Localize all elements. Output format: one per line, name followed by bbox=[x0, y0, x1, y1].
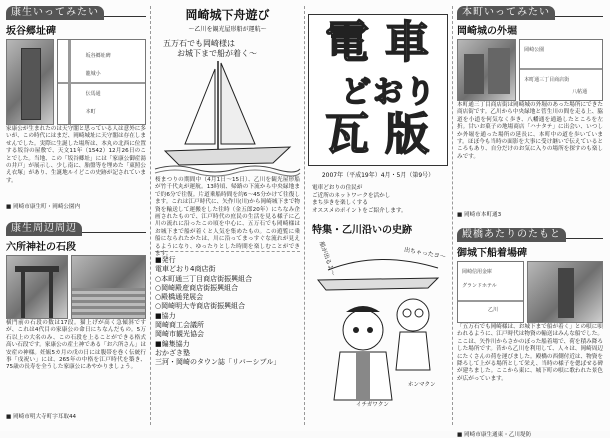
dock-monument-photo bbox=[527, 261, 603, 323]
section-body: 本町通三丁目商店街は岡崎城の外堀のあった場所にできた商店街です。乙川から中央緑地と菅生川の間を走る上、脇道を小道を何気なく歩き、八幡通を通過したところを左折。甘いお菓子の地場商店「ハナタテ」に出会い、いつしか外堀を通った場所の延長に、本町中の道を歩いています。ほぼ今も当時の面影を大事に受け継いで伝えているところもあり、自分だけのお気に入りの場所を探すのも楽しみです。 bbox=[457, 102, 603, 160]
section-tab: 康生周辺周辺 bbox=[6, 222, 82, 236]
shrine-photo bbox=[6, 255, 68, 319]
sailboat-drawing bbox=[155, 59, 300, 177]
section-title: 岡崎城の外堀 bbox=[457, 26, 517, 37]
section-header bbox=[457, 6, 603, 20]
section-body: 家康公が生まれたのは天守閣と思っている人は意外に多いが、この時代にはまだ、岡崎城址に天守閣は存在しませんでした。実際に生誕した場所は、本丸の北西に位置する坂谷の屋敷で、天文11年（1542）12月26日のことでした。当地、この「坂谷郷址」には「家康公御産湯の井戸」が展示し、少し南に、胎盤等を埋めた「東照公え衣塚」があり、生誕地ルイどこの史跡が記されています。 bbox=[6, 126, 146, 184]
section-title: 坂谷郷址碑 bbox=[6, 26, 56, 37]
dock-map: 岡崎信用金庫 グランドホテル 乙川 bbox=[457, 261, 524, 323]
section-title: 六所神社の石段 bbox=[6, 242, 76, 253]
publisher-list: ■発行 電車どおり4商店街 ○本町通三丁目商店街振興組合 ○岡崎殿産商店街振興組合 ○殿橋通発展会 ○岡崎明大寺商店街振興組合 ■協力 岡崎商工会議所 岡崎市観光協会 ■編集協力 おかざき塾 三河・岡崎のタウン誌「リバーシブル」 bbox=[155, 256, 281, 367]
issue-info: 2007年（平成19年）4月・5月（第9号） bbox=[321, 172, 435, 179]
intro-text: 電車どおりの住民が ご近所のネットワークを活かし まち歩きを楽しくする オススメのポイントをご紹介します。 bbox=[312, 185, 407, 214]
section-header bbox=[457, 228, 603, 242]
feature-title: 特集・乙川沿いの史跡 bbox=[312, 225, 412, 237]
section-body: 「五万石でも岡崎様は、お城下まで船が着く」との唄に唄われるように、江戸時代は物資の輸送はみんな船でした。ここは、矢作川からさかのぼった船着場で、荷を積み降ろした場所です。昔から乙川を利用して、人々は、岡崎周辺にたくさんの荷を運びました。殿橋の西側付近は、物資を降ろして上がる場所として栄え、当時の様子を偲ばせる碑が建ちました。ここから東に、城下町の唄に歌われた景色が広がっています。 bbox=[457, 324, 603, 382]
section-body: 横門前の石段の数は17段。猫上げが高く急傾斜ですが、これは4代目の家康公の命日にちなんだもの。5万石以上の大名のみ、この石段を上ることができる格式高い石段です。家康公の産土神である「お六所さん」は安産の神様。妊娠5カ月の戊の日には腹帯を巻く伝統行事「戌祝い」には、265年の中格を江戸時代を築き、75歳の長寿を全うした家康公にあやかりましょう。 bbox=[6, 320, 146, 371]
song-caption: 五万石でも岡崎様は お城下まで船が着く〜 bbox=[163, 39, 257, 58]
section-tab: 康生いってみたい bbox=[6, 6, 104, 20]
left-column bbox=[6, 0, 146, 431]
section-header bbox=[6, 6, 146, 20]
section-title: 御城下船着場碑 bbox=[457, 248, 527, 259]
section-address: ■ 岡崎市康生町・岡崎公園内 bbox=[6, 204, 81, 210]
feature-body: 桜まつりの期間中（4月1日〜15日）、乙川を観光屋形船が竹千代丸が運航。13時頃、帰路の下流から中央緑地まで約6分で往復。片道乗船時間を約6〜45分かけて往復します。これは江戸時代に、矢作川(川)から岡崎城下まで物資を輸送して運搬をした往時（金五郎20年）にちなみ企画されたもので、江戸時代の庶民の生活を見る様子に乙川の流れに沿ったこの頃を中心に、五万石でも岡崎様はお城下まで船が着くと人気を集めたもの。この遊覧に乗船になられたかたは、川に沿ってまっすぐな流れが見えるようになり、ゆったりとした時間を楽しむことができます。 bbox=[155, 177, 300, 258]
boat-column bbox=[155, 0, 300, 431]
area-map: 坂谷郷址碑 龍城小 伝馬通 本町 bbox=[57, 39, 146, 125]
section-address: ■ 岡崎市本町通3 bbox=[457, 212, 502, 218]
masthead-column bbox=[308, 0, 448, 431]
monument-photo bbox=[6, 39, 54, 125]
right-column bbox=[457, 0, 603, 438]
feature-subheading: 〜乙川を観光屋形船が運航〜 bbox=[188, 26, 267, 33]
feature-heading: 岡崎城下舟遊び bbox=[185, 8, 270, 22]
section-tab: 本町いってみたい bbox=[457, 6, 555, 20]
section-address: ■ 岡崎市明大寺町字耳取44 bbox=[6, 414, 77, 420]
section-header bbox=[6, 222, 146, 236]
moat-photo bbox=[457, 39, 516, 101]
section-address: ■ 岡崎市康生通東・乙川堤防 bbox=[457, 432, 532, 438]
mascot-illustration: 出ちゃったヨ〜 船が出るよ〜 ホンマクン イチガワクン bbox=[308, 240, 448, 410]
section-tab: 殿橋あたりのたもと bbox=[457, 228, 566, 242]
steps-photo bbox=[71, 255, 146, 319]
masthead-box: 電 車 ど お り 瓦 版 bbox=[308, 14, 448, 166]
moat-map: 岡崎公園 本町通三丁目商店街 八帖通 bbox=[519, 39, 603, 101]
boat-illustration bbox=[155, 37, 300, 177]
